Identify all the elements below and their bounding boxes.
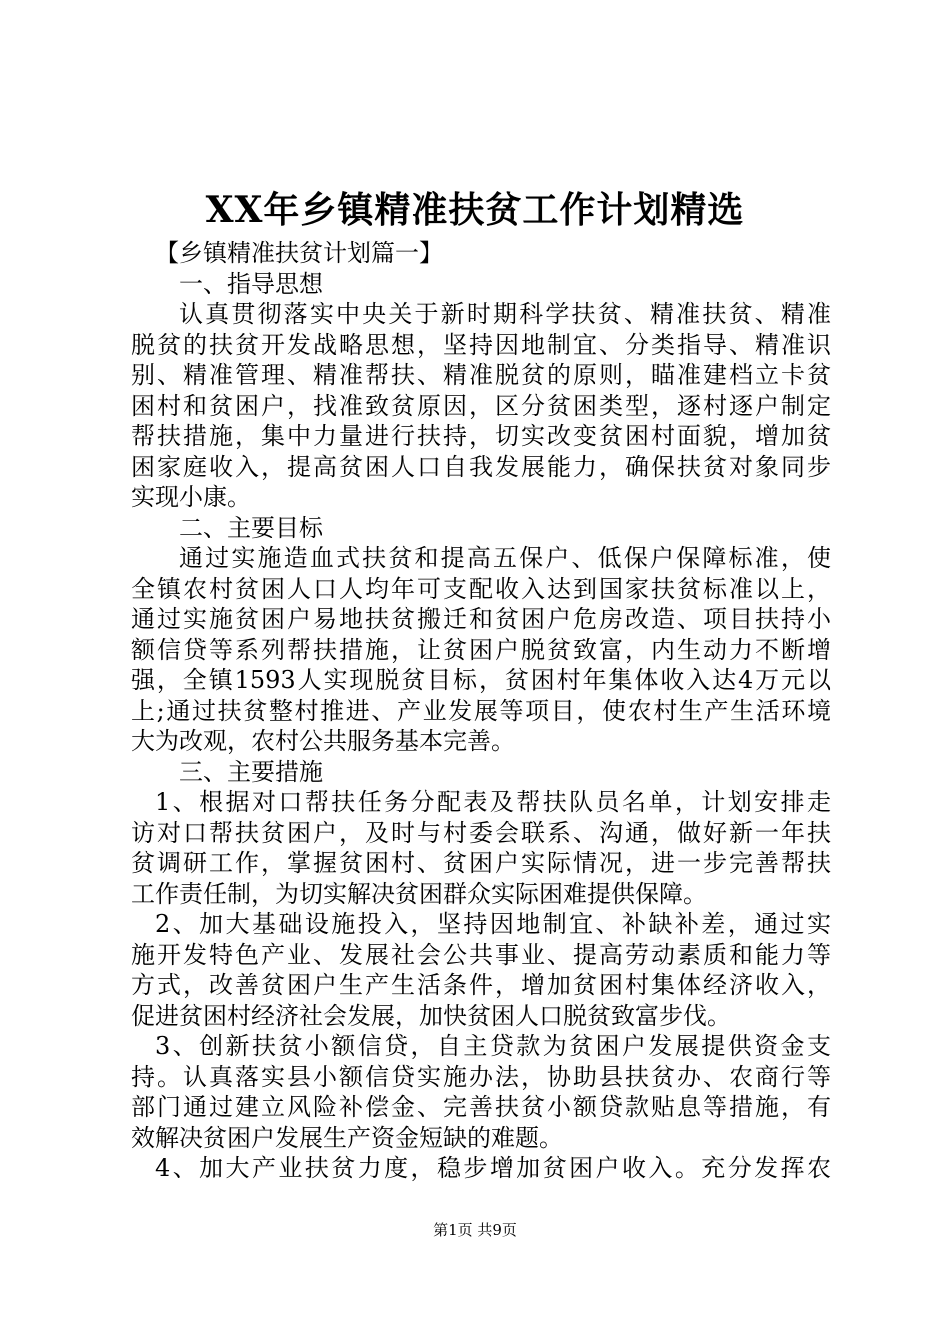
section-heading-main-measures: 三、主要措施 [179,757,323,786]
section-heading-part-one: 【乡镇精准扶贫计划篇一】 [155,239,443,267]
paragraph-line: 1、根据对口帮扶任务分配表及帮扶队员名单，计划安排走 [155,788,831,816]
paragraph-line: 大为改观，农村公共服务基本完善。 [131,727,515,755]
paragraph-line: 全镇农村贫困人口人均年可支配收入达到国家扶贫标准以上， [131,574,831,603]
paragraph-line: 促进贫困村经济社会发展，加快贫困人口脱贫致富步伐。 [131,1001,731,1030]
paragraph-line: 2、加大基础设施投入，坚持因地制宜、补缺补差，通过实 [155,910,831,938]
paragraph-line: 访对口帮扶贫困户，及时与村委会联系、沟通，做好新一年扶 [131,818,831,847]
document-body [131,238,831,1184]
paragraph-line: 通过实施造血式扶贫和提高五保户、低保户保障标准，使 [179,544,831,572]
paragraph-line: 4、加大产业扶贫力度，稳步增加贫困户收入。充分发挥农 [155,1154,831,1182]
paragraph-line: 施开发特色产业、发展社会公共事业、提高劳动素质和能力等 [131,940,831,969]
paragraph-line: 贫调研工作，掌握贫困村、贫困户实际情况，进一步完善帮扶 [131,849,831,877]
paragraph-line: 脱贫的扶贫开发战略思想，坚持因地制宜、分类指导、精准识 [131,330,831,359]
paragraph-line: 方式，改善贫困户生产生活条件，增加贫困村集体经济收入， [131,971,831,999]
paragraph-line: 工作责任制，为切实解决贫困群众实际困难提供保障。 [131,879,707,908]
paragraph-line: 实现小康。 [131,483,251,511]
paragraph-line: 3、创新扶贫小额信贷，自主贷款为贫困户发展提供资金支 [155,1032,831,1060]
paragraph-line: 效解决贫困户发展生产资金短缺的难题。 [131,1123,563,1152]
paragraph-line: 别、精准管理、精准帮扶、精准脱贫的原则，瞄准建档立卡贫 [131,361,831,389]
paragraph-line: 认真贯彻落实中央关于新时期科学扶贫、精准扶贫、精准 [179,300,831,328]
paragraph-line: 通过实施贫困户易地扶贫搬迁和贫困户危房改造、项目扶持小 [131,605,831,633]
section-heading-main-goals: 二、主要目标 [179,513,323,542]
paragraph-line: 额信贷等系列帮扶措施，让贫困户脱贫致富，内生动力不断增 [131,635,831,664]
paragraph-line: 帮扶措施，集中力量进行扶持，切实改变贫困村面貌，增加贫 [131,422,831,450]
paragraph-line: 持。认真落实县小额信贷实施办法，协助县扶贫办、农商行等 [131,1062,831,1091]
paragraph-line: 困村和贫困户，找准致贫原因，区分贫困类型，逐村逐户制定 [131,391,831,420]
section-heading-guiding-ideology: 一、指导思想 [179,269,323,298]
document-title: XX年乡镇精准扶贫工作计划精选 [205,189,745,231]
paragraph-line: 上;通过扶贫整村推进、产业发展等项目，使农村生产生活环境 [131,696,831,725]
paragraph-line: 部门通过建立风险补偿金、完善扶贫小额贷款贴息等措施，有 [131,1093,831,1121]
paragraph-line: 困家庭收入，提高贫困人口自我发展能力，确保扶贫对象同步 [131,452,831,481]
page-number-footer: 第1页 共9页 [433,1221,517,1239]
paragraph-line: 强，全镇1593人实现脱贫目标，贫困村年集体收入达4万元以 [131,666,831,694]
